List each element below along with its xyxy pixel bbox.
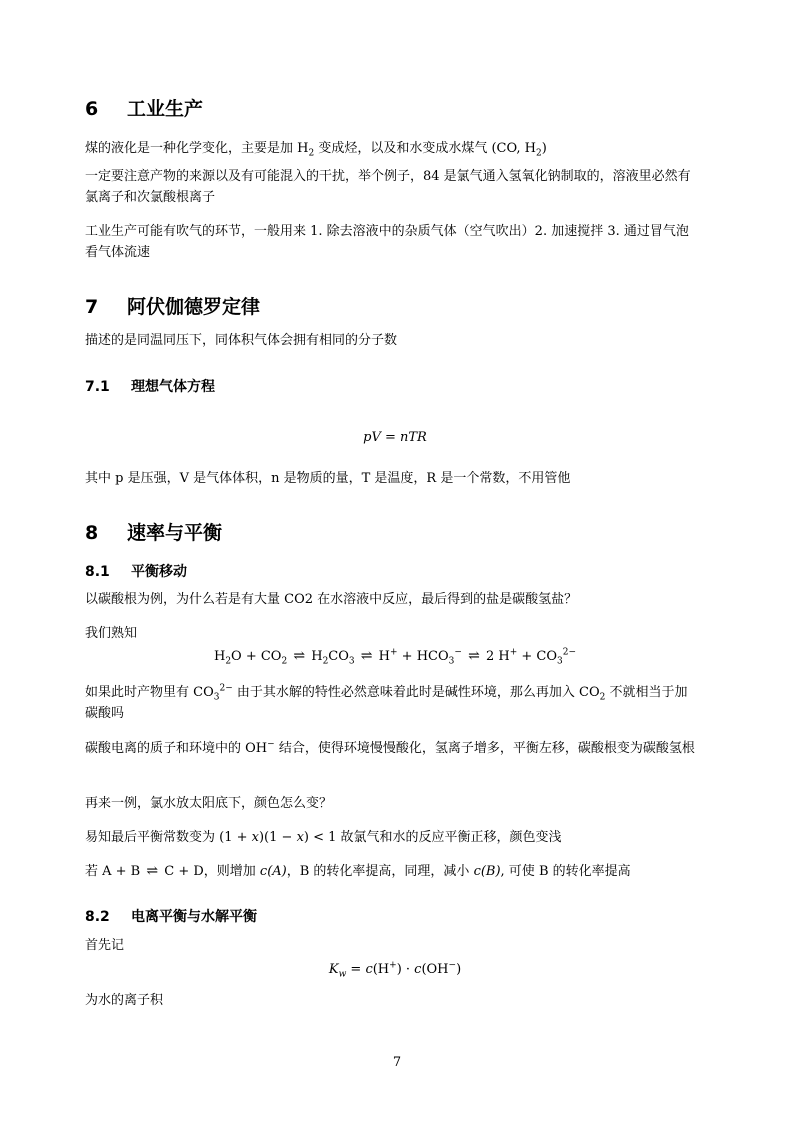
paragraph-conversion-rate: 若 A + B ⇌ C + D，则增加 c(A)，B 的转化率提高，同理，减小 c(B), 可使 B 的转化率提高 xyxy=(85,863,631,879)
paragraph-coal-liquefaction: 煤的液化是一种化学变化，主要是加 $H_2$ 变成烃，以及和水变成水煤气 (CO, $H_2$) xyxy=(85,141,547,159)
equilibrium-arrow: ⇌ xyxy=(468,648,480,664)
ideal-gas-equation: pV = nTR xyxy=(363,430,427,445)
water-ion-product-equation: $K_w = c(H^+) \cdot c(OH^-)$ xyxy=(328,960,462,980)
paragraph-carbonate-question: 以碳酸根为例，为什么若是有大量 CO2 在水溶液中反应，最后得到的盐是碳酸氢盐？ xyxy=(85,592,578,607)
section-number: 8 xyxy=(85,522,99,544)
subsection-8-2-heading xyxy=(85,906,257,926)
paragraph-avogadro: 描述的是同温同压下，同体积气体会拥有相同的分子数 xyxy=(85,333,398,348)
subsection-title: 平衡移动 xyxy=(131,564,187,580)
section-title: 工业生产 xyxy=(127,98,204,120)
subsection-number: 8.2 xyxy=(85,909,110,925)
paragraph-acidification: 碳酸电离的质子和环境中的 OH− 结合，使得环境慢慢酸化，氢离子增多，平衡左移，碳酸根变为碳酸氢根 xyxy=(85,739,695,756)
subsection-number: 7.1 xyxy=(85,379,110,395)
paragraph-variables: 其中 p 是压强，V 是气体体积，n 是物质的量，T 是温度，R 是一个常数，不用管他 xyxy=(85,471,571,486)
paragraph-water-ion-product: 为水的离子积 xyxy=(85,993,164,1008)
subsection-number: 8.1 xyxy=(85,564,110,580)
section-6-heading xyxy=(85,94,203,121)
paragraph-blowing-gas: 工业生产可能有吹气的环节，一般用来 1. 除去溶液中的杂质气体（空气吹出）2. 加速搅拌 3. 通过冒气泡看气体流速 xyxy=(85,224,689,260)
section-7-heading xyxy=(85,292,260,319)
paragraph-equilibrium-constant: 易知最后平衡常数变为 (1 + x)(1 − x) < 1 故氯气和水的反应平衡正移，颜色变浅 xyxy=(85,830,562,845)
equilibrium-arrow: ⇌ xyxy=(293,648,306,664)
section-number: 6 xyxy=(85,98,99,120)
subsection-8-1-heading xyxy=(85,561,187,581)
paragraph-chlorine-water: 再来一例，氯水放太阳底下，颜色怎么变？ xyxy=(85,796,333,811)
subsection-title: 理想气体方程 xyxy=(131,379,215,395)
section-title: 速率与平衡 xyxy=(127,522,223,544)
paragraph-hydrolysis: 如果此时产物里有 $CO_3^{2-}$ 由于其水解的特性必然意味着此时是碱性环境，那么再加入 $CO_2$ 不就相当于加碳酸吗 xyxy=(85,683,688,721)
paragraph-we-know: 我们熟知 xyxy=(85,626,138,641)
carbonate-equilibrium-equation: $H_2O + CO_2$ ⇌ $H_2CO_3$ ⇌ $H^+ + HCO_3^-$ ⇌ 2 $H^+ + CO_3^{2-}$ xyxy=(213,647,577,667)
section-8-heading xyxy=(85,518,222,545)
subsection-7-1-heading xyxy=(85,376,215,396)
page-number: 7 xyxy=(392,1055,402,1070)
equilibrium-arrow: ⇌ xyxy=(146,863,159,879)
equilibrium-arrow: ⇌ xyxy=(360,648,373,664)
section-number: 7 xyxy=(85,296,99,318)
section-title: 阿伏伽德罗定律 xyxy=(127,296,261,318)
paragraph-first-note: 首先记 xyxy=(85,938,125,953)
paragraph-product-source: 一定要注意产物的来源以及有可能混入的干扰，举个例子，84 是氯气通入氢氧化钠制取的，溶液里必然有氯离子和次氯酸根离子 xyxy=(85,169,691,205)
subsection-title: 电离平衡与水解平衡 xyxy=(131,909,257,925)
